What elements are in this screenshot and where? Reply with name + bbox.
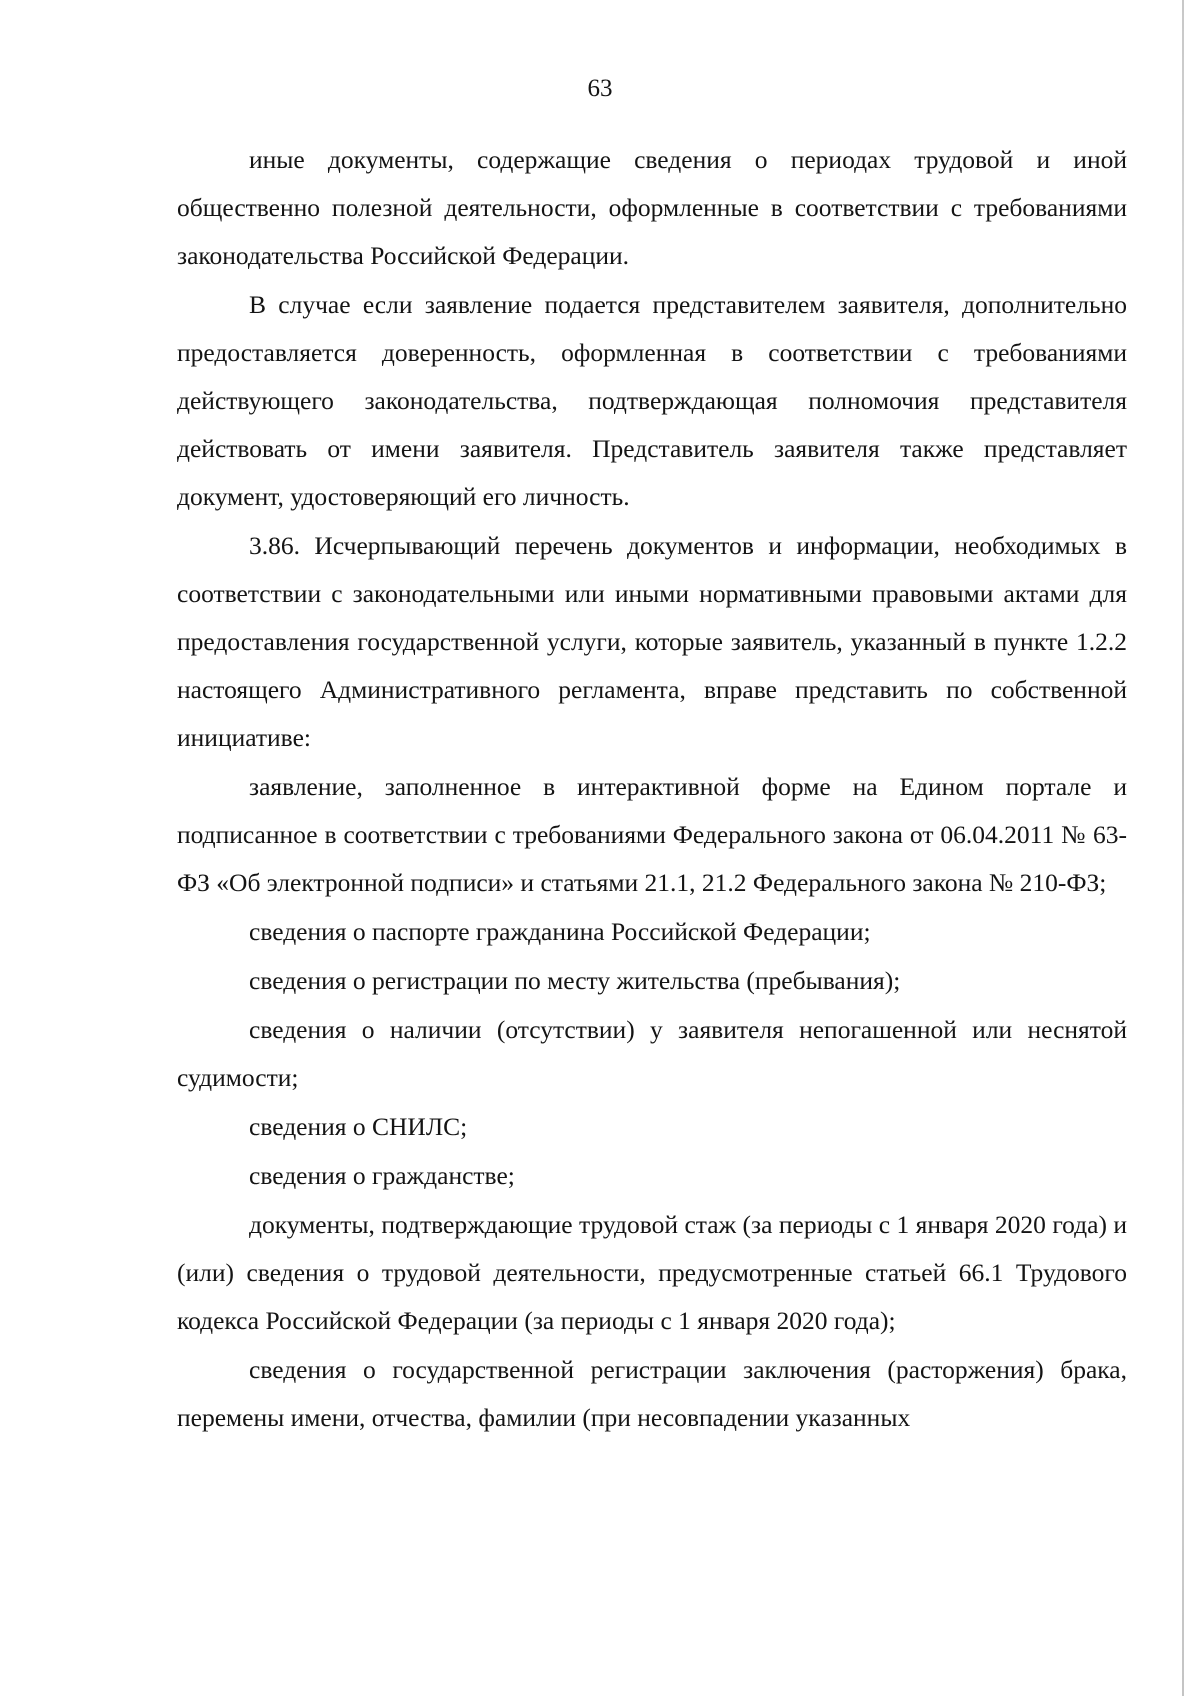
list-item-snils: сведения о СНИЛС; [249, 1112, 468, 1141]
paragraph-section-3-86: 3.86. Исчерпывающий перечень документов и информации, необходимых в соответствии с законодательными или иными нормативными правовыми актами для предоставления государственной услуги, которые заявитель, указанный в пункте 1.2.2 настоящего Административного регламента, вправе представить по собственной инициативе: [177, 531, 1127, 752]
document-body [177, 136, 1127, 1443]
scan-edge-line [1182, 0, 1184, 1696]
paragraph-other-documents: иные документы, содержащие сведения о периодах трудовой и иной общественно полезной деятельности, оформленные в соответствии с требованиями законодательства Российской Федерации. [177, 145, 1127, 270]
list-item-passport: сведения о паспорте гражданина Российской Федерации; [249, 917, 871, 946]
paragraph-representative: В случае если заявление подается представителем заявителя, дополнительно предоставляется доверенность, оформленная в соответствии с требованиями действующего законодательства, подтверждающая полномочия представителя действовать от имени заявителя. Представитель заявителя также представляет документ, удостоверяющий его личность. [177, 290, 1127, 511]
list-item-citizenship: сведения о гражданстве; [249, 1161, 515, 1190]
list-item-application: заявление, заполненное в интерактивной форме на Едином портале и подписанное в соответствии с требованиями Федерального закона от 06.04.2011 № 63-ФЗ «Об электронной подписи» и статьями 21.1, 21.2 Федерального закона № 210-ФЗ; [177, 772, 1127, 897]
page-number: 63 [587, 75, 613, 102]
list-item-work-experience: документы, подтверждающие трудовой стаж (за периоды с 1 января 2020 года) и (или) сведения о трудовой деятельности, предусмотренные статьей 66.1 Трудового кодекса Российской Федерации (за периоды с 1 января 2020 года); [177, 1210, 1127, 1335]
list-item-criminal-record: сведения о наличии (отсутствии) у заявителя непогашенной или неснятой судимости; [177, 1015, 1127, 1092]
list-item-marriage-registration: сведения о государственной регистрации заключения (расторжения) брака, перемены имени, отчества, фамилии (при несовпадении указанных [177, 1355, 1127, 1432]
list-item-registration: сведения о регистрации по месту жительства (пребывания); [249, 966, 901, 995]
